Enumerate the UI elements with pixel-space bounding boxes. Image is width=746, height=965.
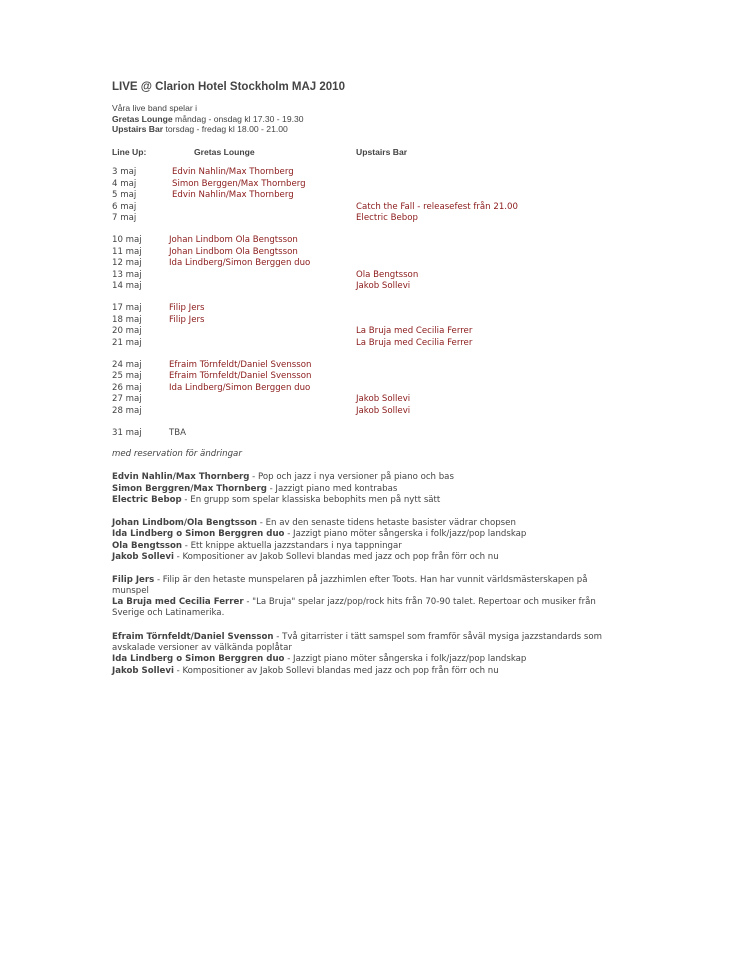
gretas-act: Filip Jers — [169, 303, 205, 313]
schedule-date: 10 maj — [112, 235, 142, 245]
schedule-date: 12 maj — [112, 258, 142, 268]
schedule-date: 20 maj — [112, 326, 142, 336]
upstairs-act: La Bruja med Cecilia Ferrer — [356, 326, 473, 336]
header-upstairs: Upstairs Bar — [356, 147, 408, 157]
header-lineup: Line Up: — [112, 147, 147, 157]
upstairs-act: Ola Bengtsson — [356, 269, 419, 280]
schedule-date: 14 maj — [112, 281, 142, 291]
schedule-date: 25 maj — [112, 371, 142, 381]
page-title: LIVE @ Clarion Hotel Stockholm MAJ 2010 — [112, 81, 345, 93]
band-name: Edvin Nahlin/Max Thornberg — [112, 472, 250, 482]
schedule-date: 3 maj — [112, 167, 137, 177]
upstairs-act: Jakob Sollevi — [356, 394, 411, 404]
header-gretas: Gretas Lounge — [194, 147, 255, 157]
intro-line: Våra live band spelar i — [112, 103, 198, 113]
gretas-act: Edvin Nahlin/Max Thornberg — [172, 190, 294, 200]
gretas-act: Filip Jers — [169, 314, 205, 325]
schedule-date: 26 maj — [112, 382, 142, 393]
upstairs-act: Jakob Sollevi — [356, 405, 411, 416]
band-name: Ola Bengtsson — [112, 540, 183, 551]
gretas-act: Ida Lindberg/Simon Berggen duo — [169, 258, 311, 268]
band-description-text: - "La Bruja" spelar jazz/pop/rock hits från 70-90 talet. Repertoar och musiker från Sverige och Latinamerika. — [112, 597, 596, 619]
gretas-act: TBA — [169, 428, 187, 438]
schedule-date: 31 maj — [112, 428, 142, 438]
upstairs-act: Jakob Sollevi — [356, 281, 411, 291]
band-name: Ida Lindberg o Simon Berggren duo — [112, 654, 285, 664]
band-name: Johan Lindbom/Ola Bengtsson — [112, 517, 258, 528]
gretas-act: Efraim Törnfeldt/Daniel Svensson — [169, 371, 312, 381]
band-description-text: - Kompositioner av Jakob Sollevi blandas med jazz och pop från förr och nu — [173, 552, 499, 562]
band-description-text: - Kompositioner av Jakob Sollevi blandas med jazz och pop från förr och nu — [173, 665, 499, 676]
schedule-date: 21 maj — [112, 337, 142, 348]
band-description-text: - Filip är den hetaste munspelaren på jazzhimlen efter Toots. Han har vunnit världsmästerskapen på munspel — [112, 574, 588, 596]
band-name: Jakob Sollevi — [112, 665, 174, 676]
band-description — [112, 529, 617, 540]
band-description-text: - En grupp som spelar klassiska bebophits men på nytt sätt — [181, 495, 441, 505]
venue-upstairs-time: torsdag - fredag kl 18.00 - 21.00 — [163, 124, 288, 134]
band-description — [112, 666, 617, 677]
venue-upstairs-name: Upstairs Bar — [112, 124, 164, 134]
schedule-date: 11 maj — [112, 246, 142, 257]
band-name: La Bruja med Cecilia Ferrer — [112, 597, 244, 607]
band-description — [112, 552, 617, 563]
band-name: Efraim Törnfeldt/Daniel Svensson — [112, 632, 274, 642]
gretas-act: Johan Lindbom Ola Bengtsson — [169, 235, 298, 245]
band-name: Electric Bebop — [112, 495, 182, 505]
schedule-date: 4 maj — [112, 178, 137, 189]
band-description-text: - En av den senaste tidens hetaste basister vädrar chopsen — [257, 517, 516, 528]
band-description-text: - Jazzigt piano möter sångerska i folk/jazz/pop landskap — [284, 529, 527, 539]
band-description — [112, 575, 617, 598]
band-description — [112, 632, 617, 655]
band-description — [112, 472, 617, 483]
band-name: Simon Berggren/Max Thornberg — [112, 483, 267, 494]
venue-gretas-line — [112, 114, 304, 125]
band-description — [112, 541, 617, 552]
schedule-date: 6 maj — [112, 201, 137, 212]
schedule-date: 27 maj — [112, 394, 142, 404]
band-name: Jakob Sollevi — [112, 552, 174, 562]
band-description — [112, 495, 617, 506]
upstairs-act: Electric Bebop — [356, 213, 418, 223]
gretas-act: Efraim Törnfeldt/Daniel Svensson — [169, 359, 312, 370]
schedule-date: 17 maj — [112, 303, 142, 313]
gretas-act: Johan Lindbom Ola Bengtsson — [169, 246, 298, 257]
band-description — [112, 597, 617, 620]
band-name: Filip Jers — [112, 574, 155, 585]
schedule-date: 18 maj — [112, 314, 142, 325]
venue-gretas-name: Gretas Lounge — [112, 113, 173, 124]
intro-block — [112, 103, 304, 135]
gretas-act: Edvin Nahlin/Max Thornberg — [172, 167, 294, 177]
band-description-text: - Jazzigt piano möter sångerska i folk/jazz/pop landskap — [284, 654, 527, 664]
upstairs-act: Catch the Fall - releasefest från 21.00 — [356, 201, 518, 212]
band-description — [112, 518, 617, 529]
venue-upstairs-line — [112, 124, 304, 135]
schedule-date: 13 maj — [112, 269, 142, 280]
band-description-text: - Två gitarrister i tätt samspel som framför såväl mysiga jazzstandards som avskalade versioner av välkända poplåtar — [112, 632, 602, 654]
gretas-act: Simon Berggen/Max Thornberg — [172, 178, 306, 189]
schedule-date: 5 maj — [112, 190, 137, 200]
venue-gretas-time: måndag - onsdag kl 17.30 - 19.30 — [172, 113, 304, 124]
schedule-date: 24 maj — [112, 359, 142, 370]
upstairs-act: La Bruja med Cecilia Ferrer — [356, 337, 473, 348]
band-description — [112, 654, 617, 665]
schedule-date: 28 maj — [112, 405, 142, 416]
band-name: Ida Lindberg o Simon Berggren duo — [112, 529, 285, 539]
band-description-text: - Ett knippe aktuella jazzstandars i nya tappningar — [182, 540, 402, 551]
band-description-text: - Pop och jazz i nya versioner på piano och bas — [249, 472, 454, 482]
band-description — [112, 484, 617, 495]
band-description-text: - Jazzigt piano med kontrabas — [266, 483, 398, 494]
gretas-act: Ida Lindberg/Simon Berggen duo — [169, 382, 311, 393]
reservation-note: med reservation för ändringar — [112, 449, 242, 459]
schedule-date: 7 maj — [112, 213, 137, 223]
